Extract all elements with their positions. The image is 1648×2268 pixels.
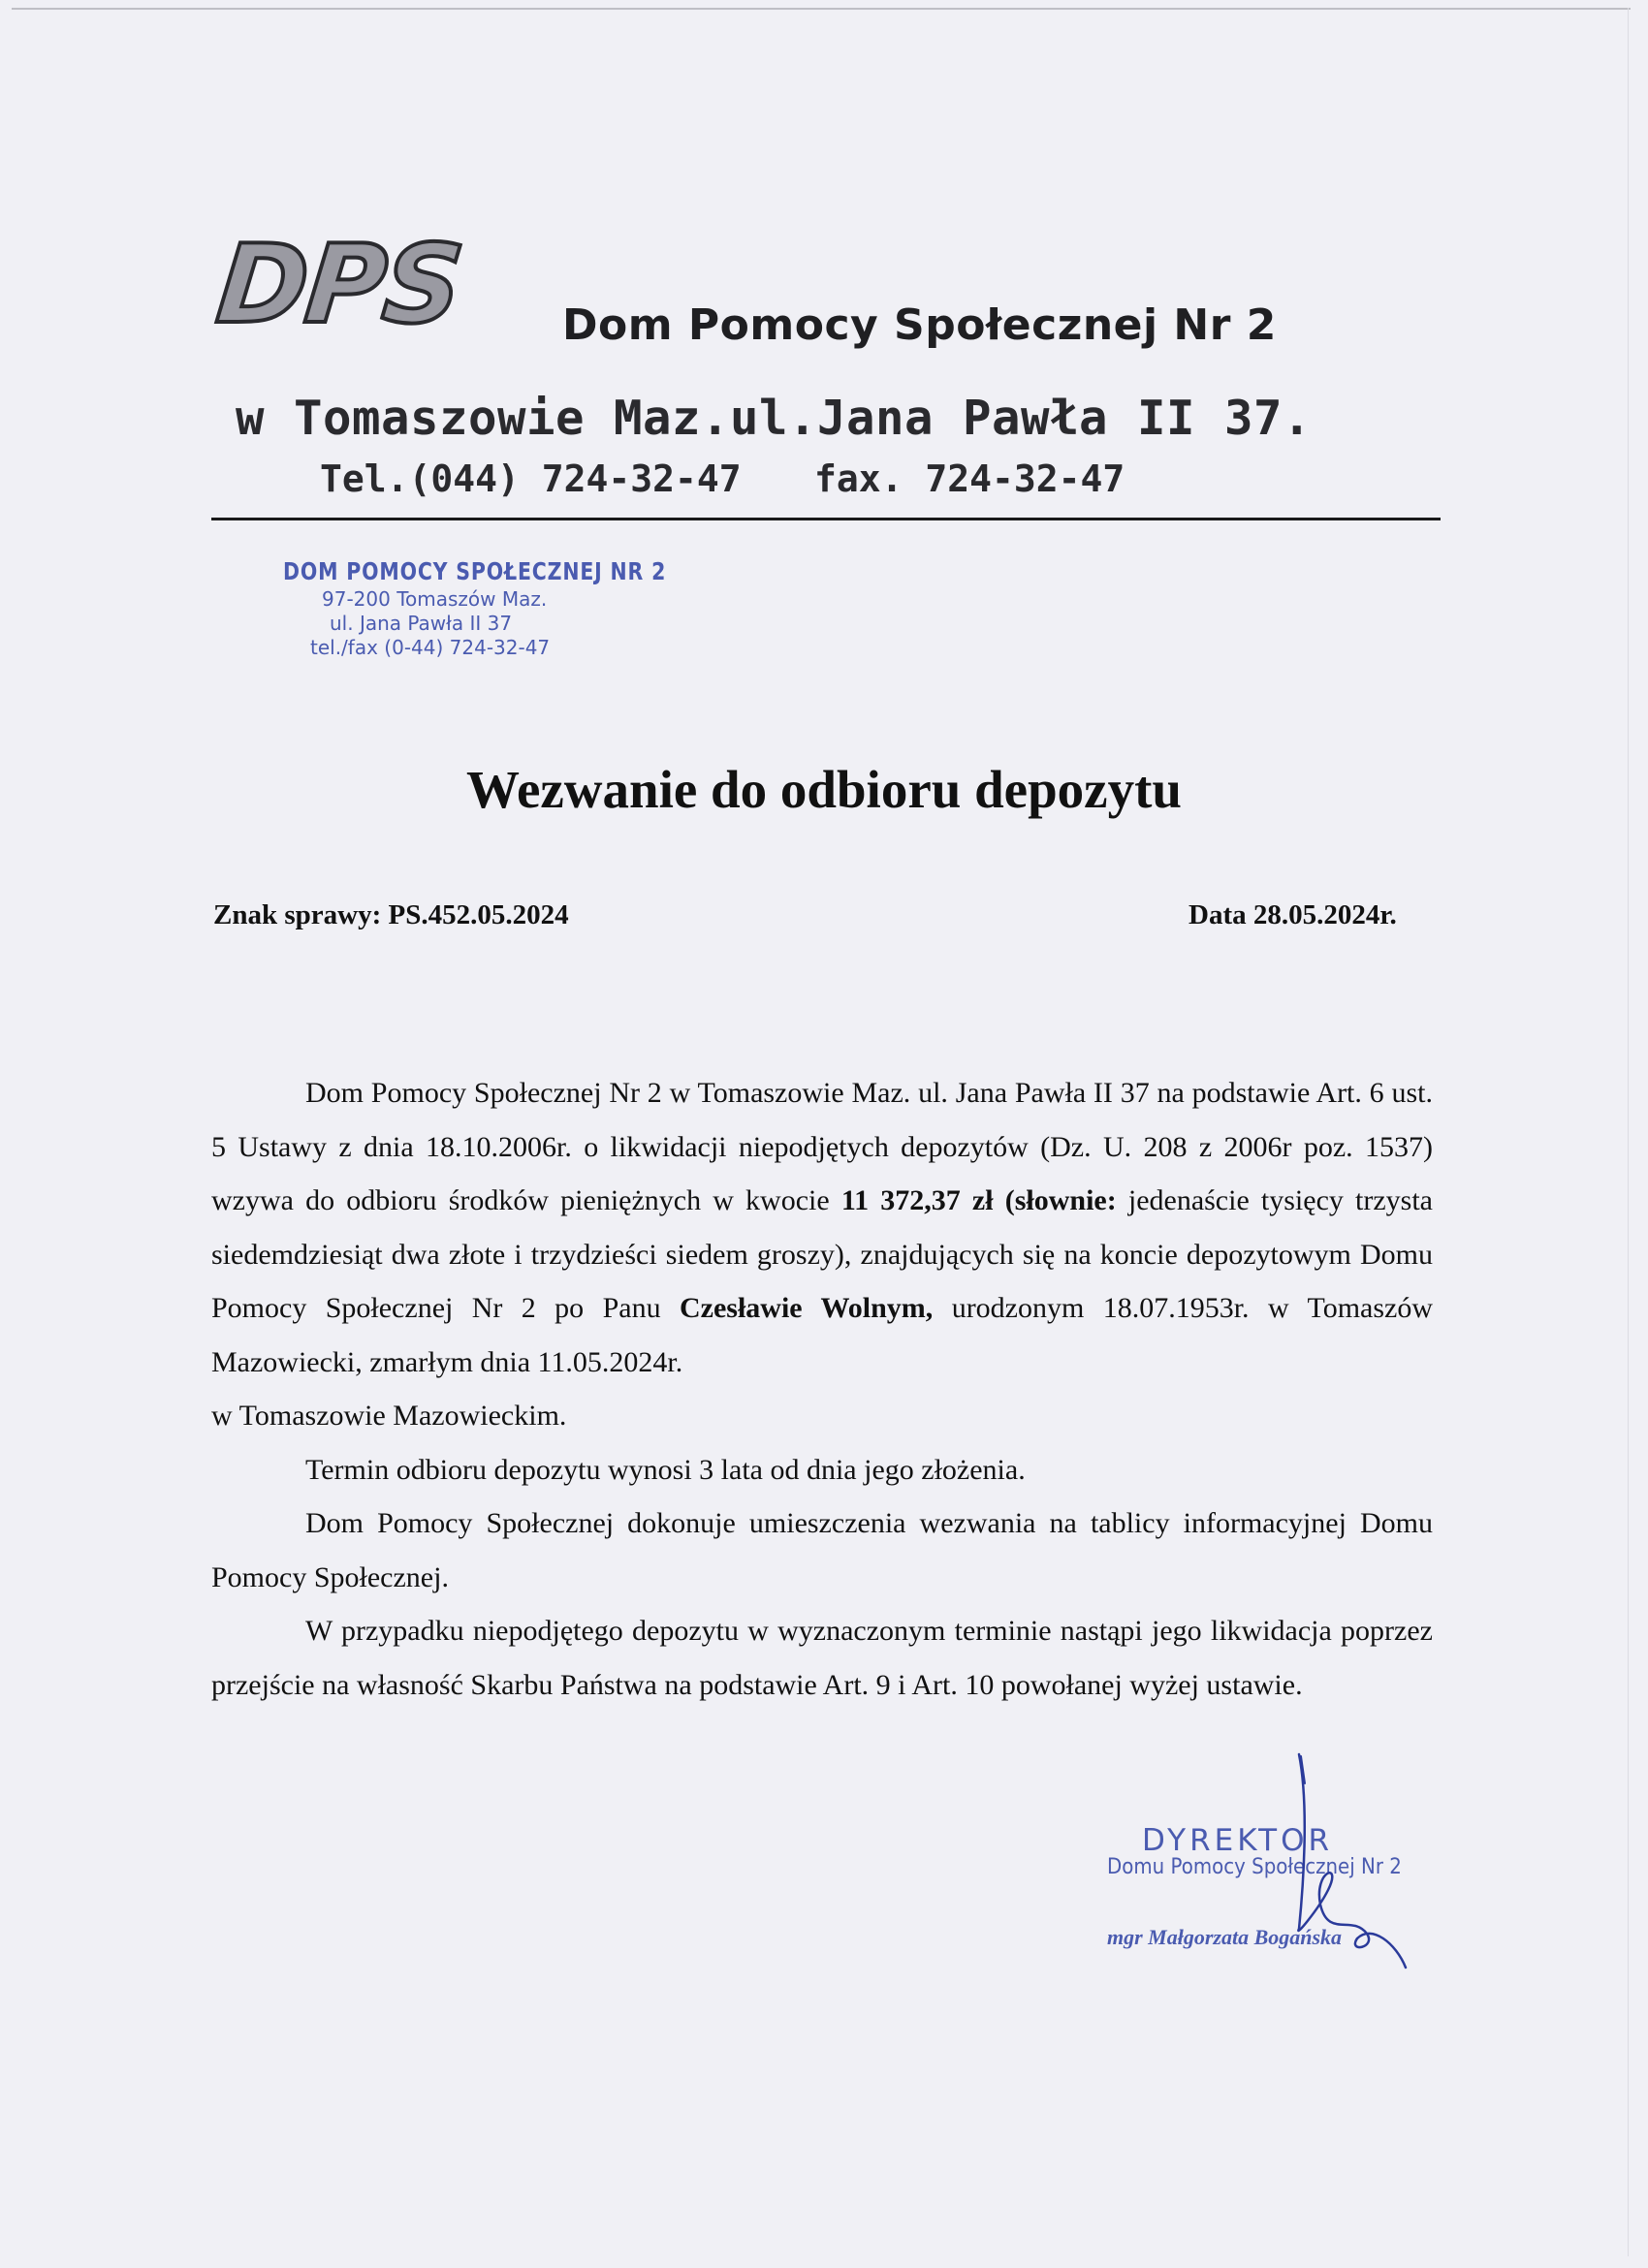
case-reference: Znak sprawy: PS.452.05.2024 <box>213 899 569 930</box>
letterhead-fax: fax. 724-32-47 <box>814 457 1125 500</box>
document-title: Wezwanie do odbioru depozytu <box>466 760 1182 819</box>
stamp-line: 97-200 Tomaszów Maz. <box>322 587 548 611</box>
letterhead-divider <box>211 518 1441 520</box>
dps-logo: DPS <box>211 222 467 348</box>
letterhead-address: w Tomaszowie Maz.ul.Jana Pawła II 37. <box>236 391 1313 446</box>
body-text: w Tomaszowie Mazowieckim. <box>211 1400 567 1432</box>
letterhead-org-name: Dom Pomocy Społecznej Nr 2 <box>562 300 1277 350</box>
letterhead-phone: Tel.(044) 724-32-47 <box>320 457 742 500</box>
stamp-line: ul. Jana Pawła II 37 <box>330 612 513 635</box>
body-paragraph: Termin odbioru depozytu wynosi 3 lata od dnia jego złożenia. <box>305 1453 1026 1486</box>
page-edge <box>12 8 1631 10</box>
document-date: Data 28.05.2024r. <box>1188 899 1397 930</box>
body-paragraph: Dom Pomocy Społecznej dokonuje umieszczenia wezwania na tablicy informacyjnej Domu Pomocy Społecznej. <box>211 1507 1433 1593</box>
signature-name: mgr Małgorzata Bogańska <box>1107 1925 1343 1949</box>
document-body <box>211 1066 1433 1712</box>
body-text: jedenaście tysięcy trzysta siedemdziesiąt dwa złote i trzydzieści siedem groszy), znajdujących się na koncie depozytowym Domu Pomocy Społecznej Nr 2 po Panu <box>211 1184 1433 1324</box>
signature-org: Domu Pomocy Społecznej Nr 2 <box>1107 1855 1402 1879</box>
stamp-line: tel./fax (0-44) 724-32-47 <box>310 636 551 659</box>
body-text: Dom Pomocy Społecznej Nr 2 w Tomaszowie Maz. ul. Jana Pawła II 37 na podstawie Art. 6 ust. 5 Ustawy z dnia 18.10.2006r. o likwidacji niepodjętych depozytów (Dz. U. 208 z 2006r poz. 1537) wzywa do odbioru środków pieniężnych w kwocie <box>211 1077 1433 1216</box>
deposit-amount: 11 372,37 zł (słownie: <box>840 1184 1117 1216</box>
handwritten-signature <box>1260 1745 1435 1977</box>
body-paragraph: W przypadku niepodjętego depozytu w wyznaczonym terminie nastąpi jego likwidacja poprzez przejście na własność Skarbu Państwa na podstawie Art. 9 i Art. 10 powołanej wyżej ustawie. <box>211 1615 1433 1701</box>
stamp-line: DOM POMOCY SPOŁECZNEJ NR 2 <box>283 557 667 585</box>
body-text: urodzonym 18.07.1953r. w Tomaszów Mazowiecki, zmarłym dnia 11.05.2024r. <box>211 1292 1433 1378</box>
body-paragraph <box>211 1066 1433 1389</box>
signature-title: DYREKTOR <box>1142 1823 1334 1858</box>
body-paragraph <box>211 1389 1433 1443</box>
page-edge <box>1628 8 1629 2256</box>
institution-stamp <box>283 557 750 659</box>
deceased-name: Czesławie Wolnym, <box>679 1292 934 1324</box>
